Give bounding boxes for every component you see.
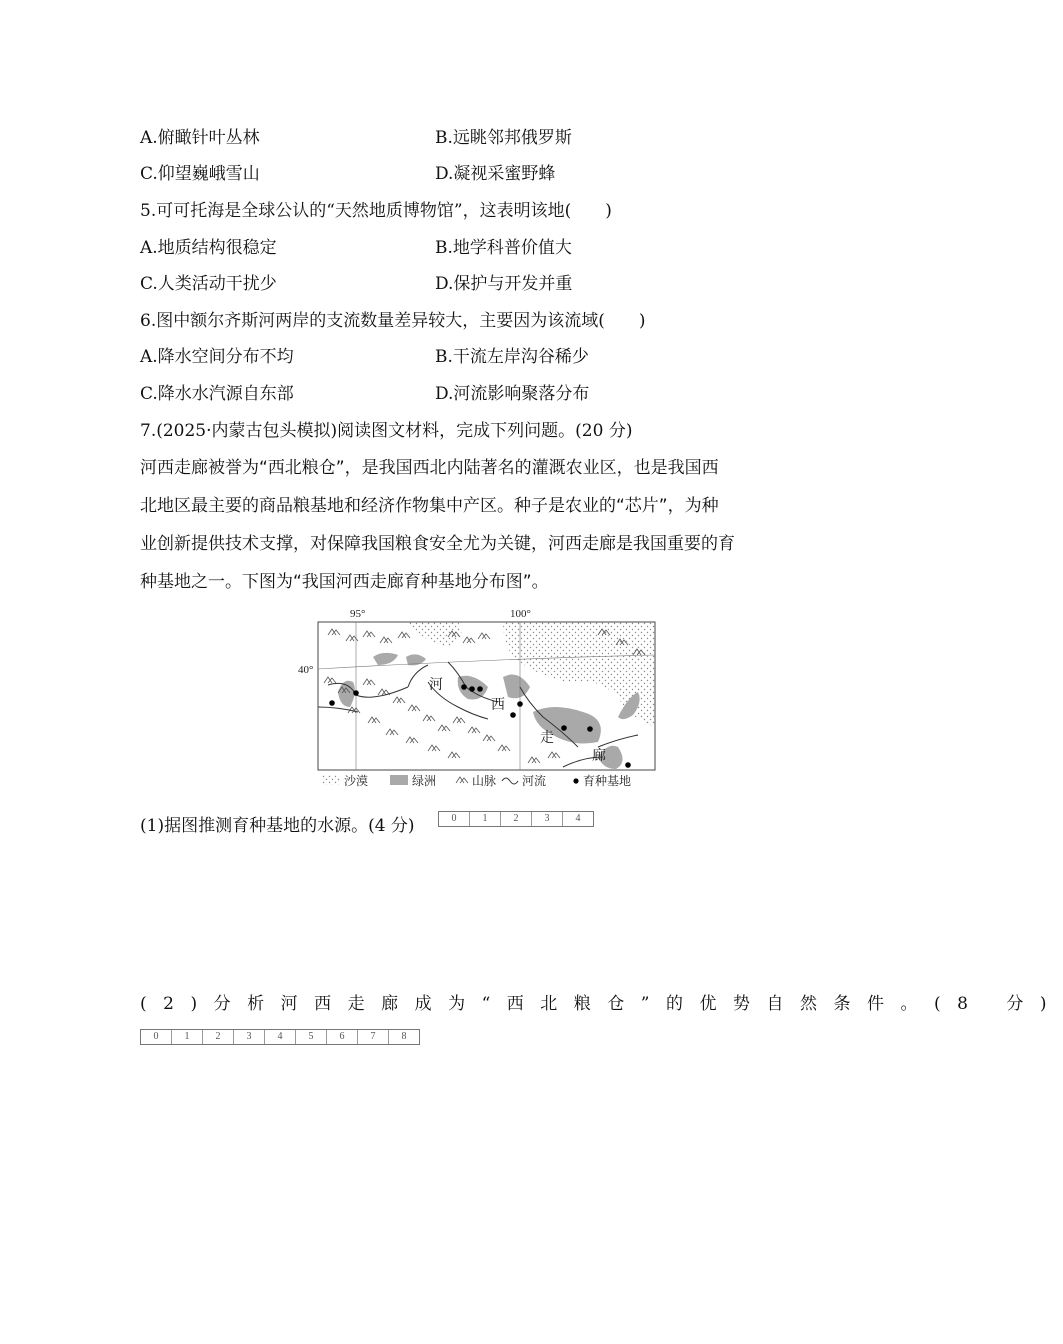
q6-option-a[interactable]: A.降水空间分布不均 <box>140 347 294 367</box>
svg-text:沙漠: 沙漠 <box>344 774 369 788</box>
lon-label-100: 100° <box>510 608 531 620</box>
score-cell[interactable]: 0 <box>439 812 470 826</box>
q5-stem: 5.可可托海是全球公认的“天然地质博物馆”，这表明该地( ) <box>140 201 612 221</box>
hexi-corridor-map <box>298 607 658 792</box>
score-cell[interactable]: 1 <box>470 812 501 826</box>
score-cell[interactable]: 7 <box>358 1030 389 1044</box>
sub2-text: (2)分析河西走廊成为“西北粮仓”的优势自然条件。(8 分) <box>140 994 1063 1014</box>
score-cell[interactable]: 5 <box>296 1030 327 1044</box>
sub1-text: (1)据图推测育种基地的水源。(4 分) <box>140 816 415 836</box>
place-char: 走 <box>540 730 554 746</box>
place-char: 河 <box>429 677 443 693</box>
map-legend <box>322 773 631 788</box>
lat-label-40: 40° <box>298 664 314 676</box>
score-cell[interactable]: 4 <box>575 813 581 824</box>
q5-option-c[interactable]: C.人类活动干扰少 <box>140 274 277 294</box>
q5-option-a[interactable]: A.地质结构很稳定 <box>140 238 277 258</box>
material-line: 北地区最主要的商品粮基地和经济作物集中产区。种子是农业的“芯片”，为种 <box>140 496 719 516</box>
q6-option-d[interactable]: D.河流影响聚落分布 <box>435 384 590 404</box>
q7-stem: 7.(2025·内蒙古包头模拟)阅读图文材料，完成下列问题。(20 分) <box>140 421 633 441</box>
q4-option-b[interactable]: B.远眺邻邦俄罗斯 <box>435 128 572 148</box>
score-cell[interactable]: 1 <box>172 1030 203 1044</box>
q6-option-c[interactable]: C.降水水汽源自东部 <box>140 384 294 404</box>
score-cell[interactable]: 2 <box>501 812 532 826</box>
q6-option-b[interactable]: B.干流左岸沟谷稀少 <box>435 347 589 367</box>
q4-option-a[interactable]: A.俯瞰针叶丛林 <box>140 128 260 148</box>
score-cell[interactable]: 3 <box>532 812 563 826</box>
score-cell[interactable]: 6 <box>327 1030 358 1044</box>
q4-option-c[interactable]: C.仰望巍峨雪山 <box>140 164 260 184</box>
svg-text:河流: 河流 <box>522 774 547 788</box>
score-cell[interactable]: 2 <box>203 1030 234 1044</box>
svg-text:绿洲: 绿洲 <box>412 774 437 788</box>
place-char: 廊 <box>592 748 606 764</box>
sub2-score-box[interactable] <box>140 1029 420 1045</box>
score-cell[interactable]: 3 <box>234 1030 265 1044</box>
material-line: 河西走廊被誉为“西北粮仓”，是我国西北内陆著名的灌溉农业区，也是我国西 <box>140 458 719 478</box>
q6-stem: 6.图中额尔齐斯河两岸的支流数量差异较大，主要因为该流域( ) <box>140 311 646 331</box>
score-cell[interactable]: 0 <box>141 1030 172 1044</box>
place-char: 西 <box>491 697 505 713</box>
score-cell[interactable]: 8 <box>401 1031 407 1042</box>
material-line: 业创新提供技术支撑，对保障我国粮食安全尤为关键，河西走廊是我国重要的育 <box>140 534 735 554</box>
q7-material <box>140 457 812 609</box>
q5-option-d[interactable]: D.保护与开发并重 <box>435 274 573 294</box>
sub1-score-box[interactable] <box>438 811 594 827</box>
lon-label-95: 95° <box>350 608 366 620</box>
q4-option-d[interactable]: D.凝视采蜜野蜂 <box>435 164 556 184</box>
svg-text:山脉: 山脉 <box>472 774 497 788</box>
score-cell[interactable]: 4 <box>265 1030 296 1044</box>
q5-option-b[interactable]: B.地学科普价值大 <box>435 238 572 258</box>
svg-text:育种基地: 育种基地 <box>583 774 632 788</box>
material-line: 种基地之一。下图为“我国河西走廊育种基地分布图”。 <box>140 572 549 592</box>
